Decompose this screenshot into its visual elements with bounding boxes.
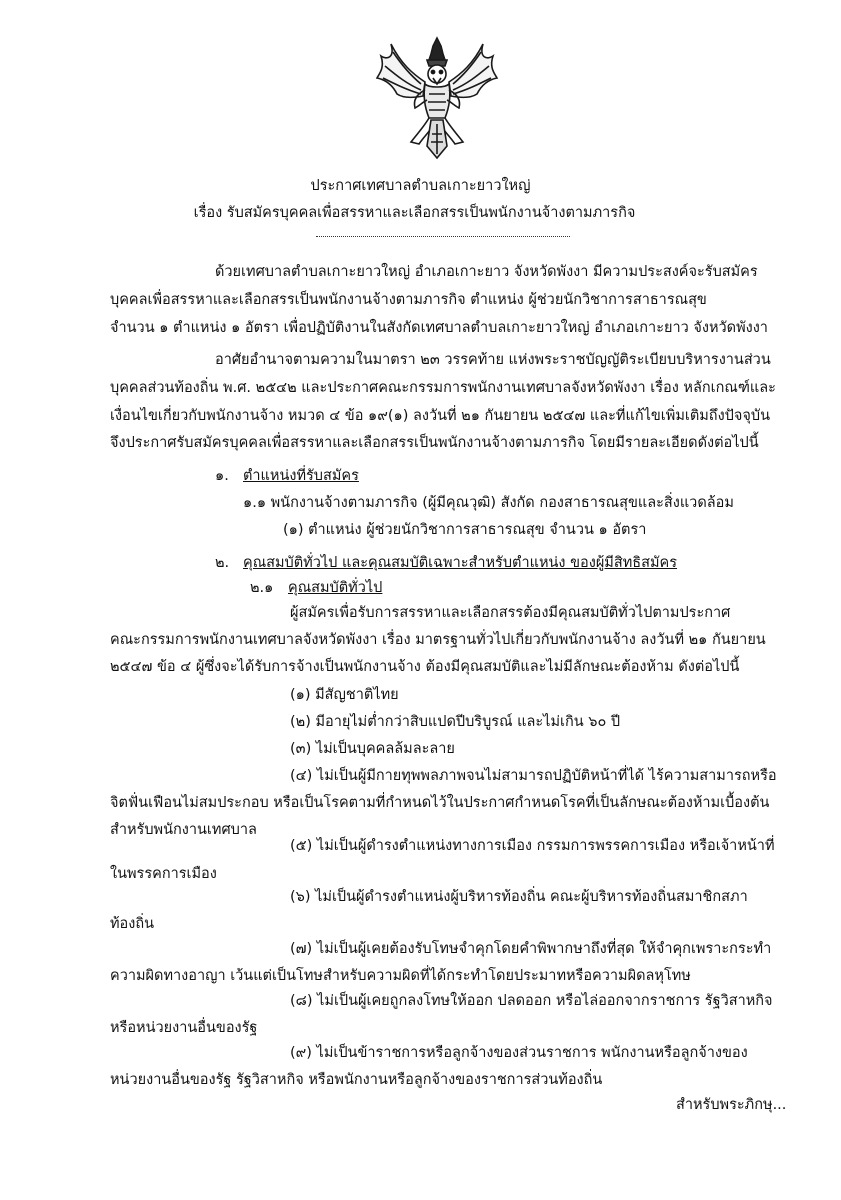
qualification-intro-3: ๒๕๔๗ ข้อ ๔ ผู้ซึ่งจะได้รับการจ้างเป็นพนักงานจ้าง ต้องมีคุณสมบัติและไม่มีลักษณะต้องห้าม ดังต่อไปนี้	[110, 659, 740, 675]
qualification-item-4: (๔) ไม่เป็นผู้มีกายทุพพลภาพจนไม่สามารถปฏิบัติหน้าที่ได้ ไร้ความสามารถหรือ	[290, 768, 777, 784]
intro-line-2: บุคคลเพื่อสรรหาและเลือกสรรเป็นพนักงานจ้างตามภารกิจ ตำแหน่ง ผู้ช่วยนักวิชาการสาธารณสุข	[110, 292, 707, 308]
qualification-item-5: (๕) ไม่เป็นผู้ดำรงตำแหน่งทางการเมือง กรรมการพรรคการเมือง หรือเจ้าหน้าที่	[290, 838, 775, 854]
qualification-item-8: (๘) ไม่เป็นผู้เคยถูกลงโทษให้ออก ปลดออก หรือไล่ออกจากราชการ รัฐวิสาหกิจ	[290, 993, 773, 1009]
qualification-intro-1: ผู้สมัครเพื่อรับการสรรหาและเลือกสรรต้องมีคุณสมบัติทั่วไปตามประกาศ	[290, 605, 731, 621]
qualification-item-6-cont: ท้องถิ่น	[110, 916, 155, 932]
qualification-item-7: (๗) ไม่เป็นผู้เคยต้องรับโทษจำคุกโดยคำพิพากษาถึงที่สุด ให้จำคุกเพราะกระทำ	[290, 941, 772, 957]
continued-note: สำหรับพระภิกษุ...	[676, 1097, 787, 1113]
qualification-item-5-cont: ในพรรคการเมือง	[110, 866, 217, 882]
qualification-item-2: (๒) มีอายุไม่ต่ำกว่าสิบแปดปีบริบูรณ์ และไม่เกิน ๖๐ ปี	[290, 714, 621, 730]
announcement-subject: เรื่อง รับสมัครบุคคลเพื่อสรรหาและเลือกสรรเป็นพนักงานจ้างตามภารกิจ	[193, 205, 636, 221]
qualification-item-9-cont: หน่วยงานอื่นของรัฐ รัฐวิสาหกิจ หรือพนักงานหรือลูกจ้างของราชการส่วนท้องถิ่น	[110, 1072, 603, 1088]
qualification-item-8-cont: หรือหน่วยงานอื่นของรัฐ	[110, 1020, 258, 1036]
qualification-item-4-cont-2: สำหรับพนักงานเทศบาล	[110, 822, 257, 838]
section2-sub-number: ๒.๑	[250, 580, 274, 596]
qualification-intro-2: คณะกรรมการพนักงานเทศบาลจังหวัดพังงา เรื่อง มาตรฐานทั่วไปเกี่ยวกับพนักงานจ้าง ลงวันที่ ๒๑ กันยายน	[110, 632, 766, 648]
authority-line-1: อาศัยอำนาจตามความในมาตรา ๒๓ วรรคท้าย แห่งพระราชบัญญัติระเบียบบริหารงานส่วน	[215, 352, 771, 368]
qualification-item-1: (๑) มีสัญชาติไทย	[290, 687, 399, 703]
qualification-item-9: (๙) ไม่เป็นข้าราชการหรือลูกจ้างของส่วนราชการ พนักงานหรือลูกจ้างของ	[290, 1045, 748, 1061]
section2-heading: คุณสมบัติทั่วไป และคุณสมบัติเฉพาะสำหรับตำแหน่ง ของผู้มีสิทธิสมัคร	[243, 555, 678, 571]
section2-sub-heading: คุณสมบัติทั่วไป	[288, 580, 383, 596]
title-divider	[316, 236, 570, 237]
announcement-title: ประกาศเทศบาลตำบลเกาะยาวใหญ่	[310, 178, 531, 194]
qualification-item-7-cont: ความผิดทางอาญา เว้นแต่เป็นโทษสำหรับความผิดที่ได้กระทำโดยประมาทหรือความผิดลหุโทษ	[110, 968, 691, 984]
qualification-item-6: (๖) ไม่เป็นผู้ดำรงตำแหน่งผู้บริหารท้องถิ่น คณะผู้บริหารท้องถิ่นสมาชิกสภา	[290, 889, 748, 905]
section1-sub: ๑.๑ พนักงานจ้างตามภารกิจ (ผู้มีคุณวุฒิ) สังกัด กองสาธารณสุขและสิ่งแวดล้อม	[243, 495, 734, 511]
qualification-item-4-cont-1: จิตฟั่นเฟือนไม่สมประกอบ หรือเป็นโรคตามที่กำหนดไว้ในประกาศกำหนดโรคที่เป็นลักษณะต้องห้ามเบื้องต้น	[110, 795, 770, 811]
section2-number: ๒.	[215, 555, 230, 571]
authority-line-4: จึงประกาศรับสมัครบุคคลเพื่อสรรหาและเลือกสรรเป็นพนักงานจ้างตามภารกิจ โดยมีรายละเอียดดังต่อไปนี้	[110, 435, 759, 451]
section1-position: (๑) ตำแหน่ง ผู้ช่วยนักวิชาการสาธารณสุข จำนวน ๑ อัตรา	[283, 522, 647, 538]
section1-heading: ตำแหน่งที่รับสมัคร	[243, 468, 359, 484]
section1-number: ๑.	[215, 468, 229, 484]
authority-line-2: บุคคลส่วนท้องถิ่น พ.ศ. ๒๕๔๒ และประกาศคณะกรรมการพนักงานเทศบาลจังหวัดพังงา เรื่อง หลักเกณฑ์และ	[110, 380, 776, 396]
authority-line-3: เงื่อนไขเกี่ยวกับพนักงานจ้าง หมวด ๔ ข้อ ๑๙(๑) ลงวันที่ ๒๑ กันยายน ๒๕๔๗ และที่แก้ไขเพิ่มเติมถึงปัจจุบัน	[110, 408, 770, 424]
intro-line-3: จำนวน ๑ ตำแหน่ง ๑ อัตรา เพื่อปฏิบัติงานในสังกัดเทศบาลตำบลเกาะยาวใหญ่ อำเภอเกาะยาว จังหวัดพังงา	[110, 320, 768, 336]
garuda-emblem-icon	[373, 34, 501, 162]
qualification-item-3: (๓) ไม่เป็นบุคคลล้มละลาย	[290, 741, 455, 757]
intro-line-1: ด้วยเทศบาลตำบลเกาะยาวใหญ่ อำเภอเกาะยาว จังหวัดพังงา มีความประสงค์จะรับสมัคร	[215, 264, 758, 280]
